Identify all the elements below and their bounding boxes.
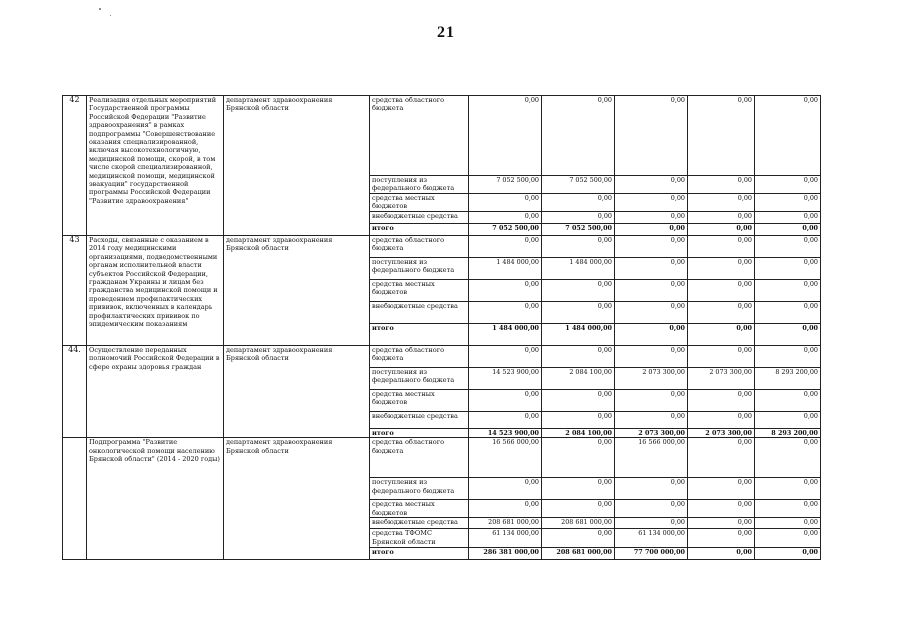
amount-cell: 2 084 100,00 (542, 368, 615, 390)
amount-cell: 0,00 (688, 302, 755, 324)
amount-cell: 0,00 (688, 236, 755, 258)
amount-cell: 61 134 000,00 (469, 529, 542, 548)
amount-cell: 0,00 (755, 438, 821, 478)
amount-cell: 2 073 300,00 (688, 368, 755, 390)
budget-table (62, 95, 821, 560)
funding-source: средства ТФОМС Брянской области (370, 529, 469, 548)
amount-cell: 208 681 000,00 (469, 518, 542, 529)
funding-source: поступления из федерального бюджета (370, 478, 469, 500)
amount-cell: 8 293 200,00 (755, 368, 821, 390)
amount-cell: 0,00 (755, 324, 821, 346)
measure-description: Осуществление переданных полномочий Российской Федерации в сфере охраны здоровья граждан (87, 346, 224, 438)
amount-cell: 0,00 (688, 548, 755, 560)
amount-cell: 0,00 (688, 390, 755, 412)
amount-cell: 0,00 (469, 346, 542, 368)
amount-cell: 0,00 (755, 212, 821, 224)
funding-source: поступления из федерального бюджета (370, 368, 469, 390)
amount-cell: 7 052 500,00 (469, 224, 542, 236)
amount-cell: 0,00 (688, 176, 755, 194)
funding-source: поступления из федерального бюджета (370, 258, 469, 280)
row-number: 43 (63, 236, 87, 346)
responsible-department: департамент здравоохранения Брянской области (224, 438, 370, 560)
amount-cell: 61 134 000,00 (615, 529, 688, 548)
funding-source: средства областного бюджета (370, 236, 469, 258)
amount-cell: 0,00 (542, 302, 615, 324)
table-row (63, 96, 821, 176)
funding-source: внебюджетные средства (370, 212, 469, 224)
amount-cell: 0,00 (542, 529, 615, 548)
amount-cell: 0,00 (755, 478, 821, 500)
amount-cell: 7 052 500,00 (469, 176, 542, 194)
funding-source: внебюджетные средства (370, 302, 469, 324)
amount-cell: 8 293 200,00 (755, 429, 821, 438)
scan-speck (99, 8, 101, 10)
amount-cell: 14 523 900,00 (469, 368, 542, 390)
row-number: 42 (63, 96, 87, 236)
responsible-department: департамент здравоохранения Брянской области (224, 236, 370, 346)
amount-cell: 2 073 300,00 (615, 368, 688, 390)
amount-cell: 2 073 300,00 (615, 429, 688, 438)
measure-description: Подпрограмма "Развитие онкологической помощи населению Брянской области" (2014 - 2020 годы) (87, 438, 224, 560)
funding-source: внебюджетные средства (370, 412, 469, 429)
amount-cell: 0,00 (688, 324, 755, 346)
amount-cell: 0,00 (688, 500, 755, 518)
table-row (63, 438, 821, 478)
scan-speck (110, 15, 111, 16)
amount-cell: 0,00 (469, 280, 542, 302)
funding-source: итого (370, 324, 469, 346)
amount-cell: 0,00 (755, 529, 821, 548)
amount-cell: 0,00 (688, 194, 755, 212)
funding-source: поступления из федерального бюджета (370, 176, 469, 194)
amount-cell: 0,00 (615, 412, 688, 429)
amount-cell: 0,00 (542, 438, 615, 478)
amount-cell: 0,00 (688, 518, 755, 529)
funding-source: средства местных бюджетов (370, 194, 469, 212)
amount-cell: 0,00 (615, 224, 688, 236)
amount-cell: 0,00 (469, 236, 542, 258)
amount-cell: 0,00 (615, 518, 688, 529)
amount-cell: 0,00 (615, 324, 688, 346)
responsible-department: департамент здравоохранения Брянской области (224, 96, 370, 236)
amount-cell: 2 084 100,00 (542, 429, 615, 438)
funding-source: средства областного бюджета (370, 438, 469, 478)
amount-cell: 0,00 (688, 258, 755, 280)
amount-cell: 0,00 (469, 412, 542, 429)
amount-cell: 0,00 (469, 390, 542, 412)
measure-description: Расходы, связанные с оказанием в 2014 году медицинскими организациями, подведомственными органам исполнительной власти субъектов Российской Федерации, гражданам Украины и лицам без гражданства медицинской помощи и проведением профилактических прививок, включенных в календарь профилактических прививок по эпидемическим показаниям (87, 236, 224, 346)
amount-cell: 0,00 (542, 500, 615, 518)
measure-description: Реализация отдельных мероприятий Государственной программы Российской Федерации "Развитие здравоохранения" в рамках подпрограммы "Совершенствование оказания специализированной, включая высокотехнологичную, медицинской помощи, скорой, в том числе скорой специализированной, медицинской помощи, медицинской эвакуации" государственной программы Российской Федерации "Развитие здравоохранения" (87, 96, 224, 236)
funding-source: средства местных бюджетов (370, 390, 469, 412)
amount-cell: 0,00 (469, 478, 542, 500)
funding-source: итого (370, 429, 469, 438)
table-row (63, 346, 821, 368)
amount-cell: 0,00 (688, 96, 755, 176)
funding-source: итого (370, 548, 469, 560)
responsible-department: департамент здравоохранения Брянской области (224, 346, 370, 438)
amount-cell: 0,00 (688, 529, 755, 548)
row-number (63, 438, 87, 560)
funding-source: итого (370, 224, 469, 236)
amount-cell: 1 484 000,00 (469, 324, 542, 346)
amount-cell: 0,00 (615, 194, 688, 212)
funding-source: средства местных бюджетов (370, 500, 469, 518)
funding-source: средства местных бюджетов (370, 280, 469, 302)
amount-cell: 0,00 (542, 390, 615, 412)
amount-cell: 0,00 (615, 96, 688, 176)
amount-cell: 16 566 000,00 (615, 438, 688, 478)
amount-cell: 0,00 (755, 302, 821, 324)
amount-cell: 0,00 (542, 194, 615, 212)
table-row (63, 236, 821, 258)
amount-cell: 0,00 (542, 236, 615, 258)
amount-cell: 0,00 (615, 280, 688, 302)
funding-source: средства областного бюджета (370, 96, 469, 176)
amount-cell: 0,00 (615, 390, 688, 412)
amount-cell: 0,00 (469, 500, 542, 518)
amount-cell: 7 052 500,00 (542, 176, 615, 194)
amount-cell: 77 700 000,00 (615, 548, 688, 560)
amount-cell: 0,00 (469, 212, 542, 224)
amount-cell: 0,00 (542, 412, 615, 429)
amount-cell: 0,00 (615, 478, 688, 500)
amount-cell: 0,00 (688, 346, 755, 368)
amount-cell: 0,00 (755, 224, 821, 236)
funding-source: средства областного бюджета (370, 346, 469, 368)
page-number: 21 (437, 24, 455, 41)
amount-cell: 0,00 (542, 346, 615, 368)
budget-table-body (63, 96, 821, 560)
amount-cell: 0,00 (755, 96, 821, 176)
amount-cell: 0,00 (469, 194, 542, 212)
amount-cell: 0,00 (755, 500, 821, 518)
amount-cell: 0,00 (542, 96, 615, 176)
amount-cell: 0,00 (688, 438, 755, 478)
amount-cell: 0,00 (615, 212, 688, 224)
amount-cell: 0,00 (755, 258, 821, 280)
amount-cell: 0,00 (688, 212, 755, 224)
amount-cell: 0,00 (542, 280, 615, 302)
amount-cell: 0,00 (755, 346, 821, 368)
amount-cell: 0,00 (755, 518, 821, 529)
amount-cell: 1 484 000,00 (469, 258, 542, 280)
row-number: 44. (63, 346, 87, 438)
amount-cell: 0,00 (469, 96, 542, 176)
amount-cell: 0,00 (688, 478, 755, 500)
amount-cell: 14 523 900,00 (469, 429, 542, 438)
amount-cell: 0,00 (542, 478, 615, 500)
amount-cell: 286 381 000,00 (469, 548, 542, 560)
amount-cell: 0,00 (688, 412, 755, 429)
amount-cell: 208 681 000,00 (542, 548, 615, 560)
amount-cell: 208 681 000,00 (542, 518, 615, 529)
amount-cell: 0,00 (615, 346, 688, 368)
amount-cell: 0,00 (755, 194, 821, 212)
amount-cell: 2 073 300,00 (688, 429, 755, 438)
amount-cell: 0,00 (542, 212, 615, 224)
amount-cell: 0,00 (688, 224, 755, 236)
amount-cell: 1 484 000,00 (542, 324, 615, 346)
amount-cell: 7 052 500,00 (542, 224, 615, 236)
amount-cell: 1 484 000,00 (542, 258, 615, 280)
amount-cell: 0,00 (615, 176, 688, 194)
amount-cell: 0,00 (615, 500, 688, 518)
amount-cell: 0,00 (755, 412, 821, 429)
amount-cell: 0,00 (469, 302, 542, 324)
amount-cell: 0,00 (615, 236, 688, 258)
amount-cell: 0,00 (755, 176, 821, 194)
amount-cell: 0,00 (755, 548, 821, 560)
amount-cell: 0,00 (615, 302, 688, 324)
amount-cell: 16 566 000,00 (469, 438, 542, 478)
amount-cell: 0,00 (615, 258, 688, 280)
amount-cell: 0,00 (755, 390, 821, 412)
amount-cell: 0,00 (755, 280, 821, 302)
funding-source: внебюджетные средства (370, 518, 469, 529)
amount-cell: 0,00 (755, 236, 821, 258)
amount-cell: 0,00 (688, 280, 755, 302)
